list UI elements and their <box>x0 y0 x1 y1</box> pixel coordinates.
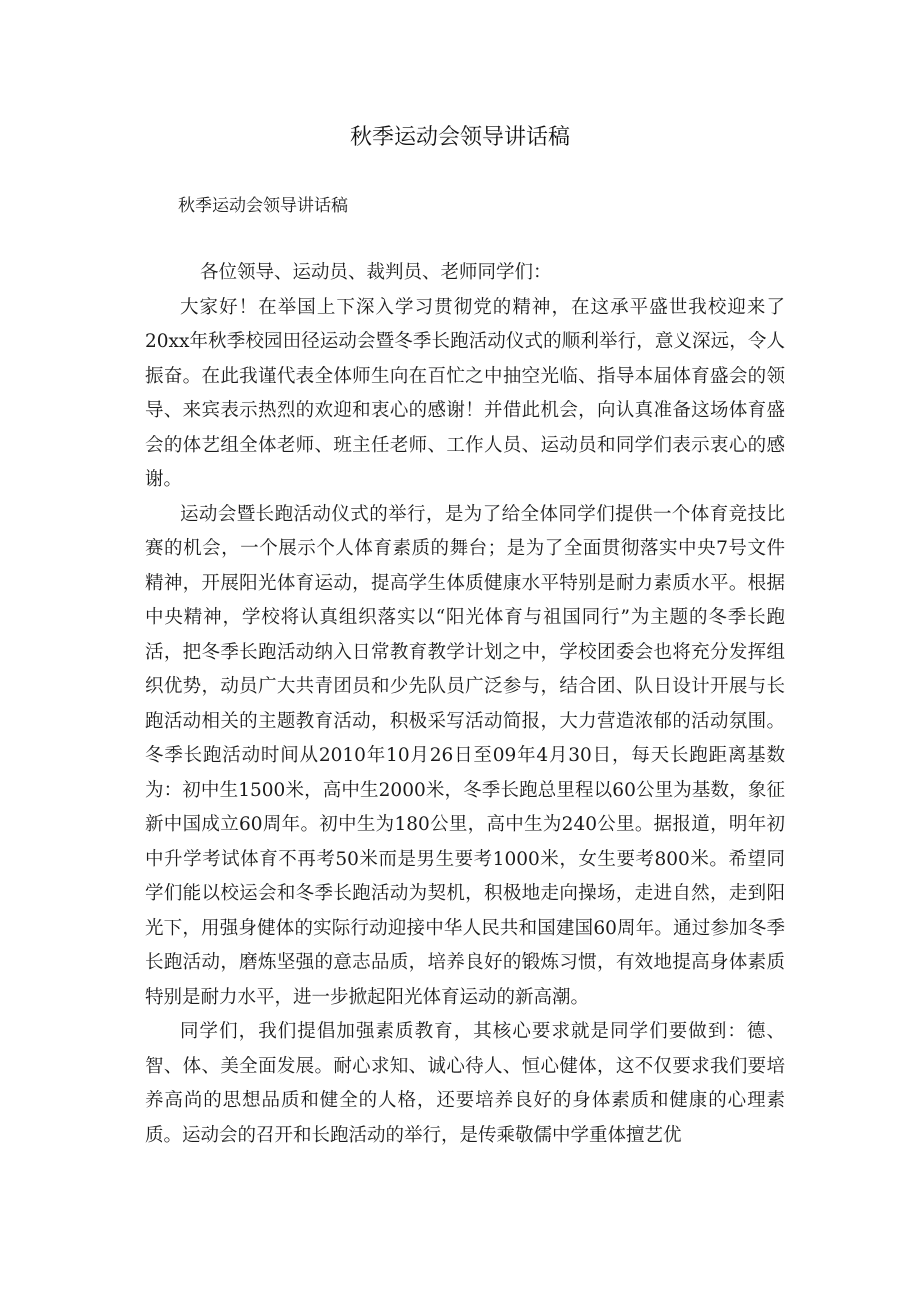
document-body <box>145 256 785 1153</box>
paragraph-2: 运动会暨长跑活动仪式的举行，是为了给全体同学们提供一个体育竞技比赛的机会，一个展示个人体育素质的舞台；是为了全面贯彻落实中央7号文件精神，开展阳光体育运动，提高学生体质健康水平特别是耐力素质水平。根据中央精神，学校将认真组织落实以“阳光体育与祖国同行”为主题的冬季长跑活，把冬季长跑活动纳入日常教育教学计划之中，学校团委会也将充分发挥组织优势，动员广大共青团员和少先队员广泛参与，结合团、队日设计开展与长跑活动相关的主题教育活动，积极采写活动简报，大力营造浓郁的活动氛围。冬季长跑活动时间从2010年10月26日至09年4月30日，每天长跑距离基数为：初中生1500米，高中生2000米，冬季长跑总里程以60公里为基数，象征新中国成立60周年。初中生为180公里，高中生为240公里。据报道，明年初中升学考试体育不再考50米而是男生要考1000米，女生要考800米。希望同学们能以校运会和冬季长跑活动为契机，积极地走向操场，走进自然，走到阳光下，用强身健体的实际行动迎接中华人民共和国建国60周年。通过参加冬季长跑活动，磨炼坚强的意志品质，培养良好的锻炼习惯，有效地提高身体素质特别是耐力水平，进一步掀起阳光体育运动的新高潮。 <box>145 503 785 1008</box>
page-title: 秋季运动会领导讲话稿 <box>349 125 570 150</box>
document-subtitle: 秋季运动会领导讲话稿 <box>178 196 348 216</box>
paragraph-3: 同学们，我们提倡加强素质教育，其核心要求就是同学们要做到：德、智、体、美全面发展。耐心求知、诚心待人、恒心健体，这不仅要求我们要培养高尚的思想品质和健全的人格，还要培养良好的身体素质和健康的心理素质。运动会的召开和长跑活动的举行，是传乘敬儒中学重体擅艺优 <box>145 1021 785 1146</box>
greeting-line: 各位领导、运动员、裁判员、老师同学们： <box>200 262 552 283</box>
paragraph-1: 大家好！在举国上下深入学习贯彻党的精神，在这承平盛世我校迎来了20xx年秋季校园田径运动会暨冬季长跑活动仪式的顺利举行，意义深远，令人振奋。在此我谨代表全体师生向在百忙之中抽空光临、指导本届体育盛会的领导、来宾表示热烈的欢迎和衷心的感谢！并借此机会，向认真准备这场体育盛会的体艺组全体老师、班主任老师、工作人员、运动员和同学们表示衷心的感谢。 <box>145 296 785 490</box>
